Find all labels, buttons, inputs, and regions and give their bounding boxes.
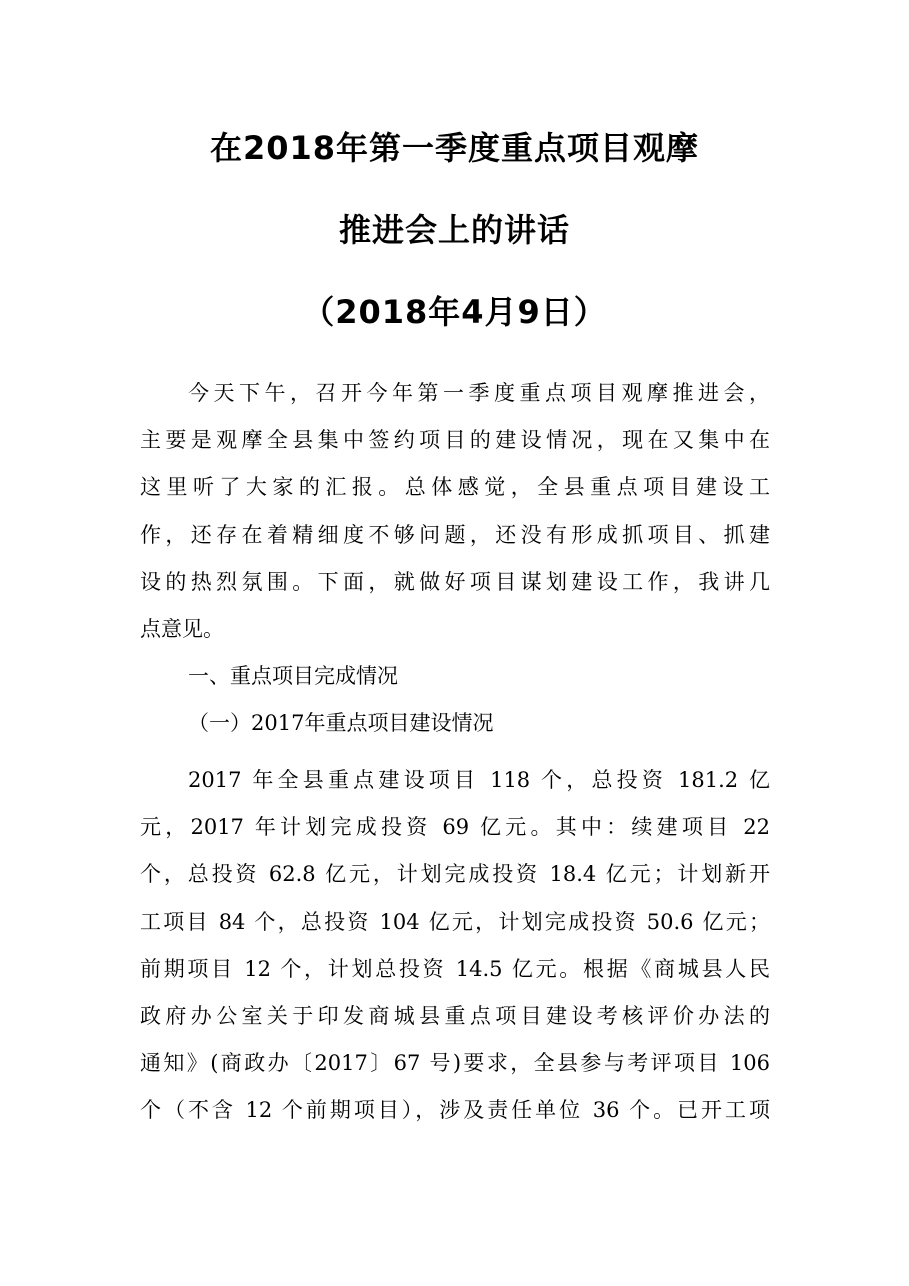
paragraph-2-line: 2017 年全县重点建设项目 118 个，总投资 181.2 亿 [188, 768, 770, 792]
document-date-line: （2018年4月9日） [302, 293, 607, 331]
document-title-line2: 推进会上的讲话 [338, 211, 570, 249]
paragraph-1-line: 作，还存在着精细度不够问题，还没有形成抓项目、抓建 [140, 522, 770, 547]
paragraph-1-line: 点意见。 [140, 616, 224, 641]
paragraph-2-line: 通知》(商政办〔2017〕67 号)要求，全县参与考评项目 106 [140, 1051, 770, 1076]
subsection-1-heading: （一）2017年重点项目建设情况 [188, 711, 494, 736]
paragraph-2 [140, 757, 770, 1135]
paragraph-1-line: 今天下午，召开今年第一季度重点项目观摩推进会， [188, 381, 770, 405]
paragraph-2-line: 前期项目 12 个，计划总投资 14.5 亿元。根据《商城县人民 [140, 956, 770, 981]
paragraph-1-line: 主要是观摩全县集中签约项目的建设情况，现在又集中在 [140, 428, 770, 453]
paragraph-1 [140, 370, 770, 653]
document-title-line1: 在2018年第一季度重点项目观摩 [209, 129, 700, 167]
paragraph-1-line: 这里听了大家的汇报。总体感觉，全县重点项目建设工 [140, 475, 770, 500]
paragraph-2-line: 个，总投资 62.8 亿元，计划完成投资 18.4 亿元；计划新开 [140, 862, 770, 887]
paragraph-1-line: 设的热烈氛围。下面，就做好项目谋划建设工作，我讲几 [140, 569, 770, 594]
paragraph-2-line: 政府办公室关于印发商城县重点项目建设考核评价办法的 [140, 1003, 770, 1028]
paragraph-2-line: 个（不含 12 个前期项目），涉及责任单位 36 个。已开工项 [140, 1098, 770, 1123]
paragraph-2-line: 元，2017 年计划完成投资 69 亿元。其中：续建项目 22 [140, 815, 770, 840]
paragraph-2-line: 工项目 84 个，总投资 104 亿元，计划完成投资 50.6 亿元； [140, 909, 770, 934]
section-1-heading: 一、重点项目完成情况 [188, 664, 398, 688]
section-1 [140, 653, 770, 747]
